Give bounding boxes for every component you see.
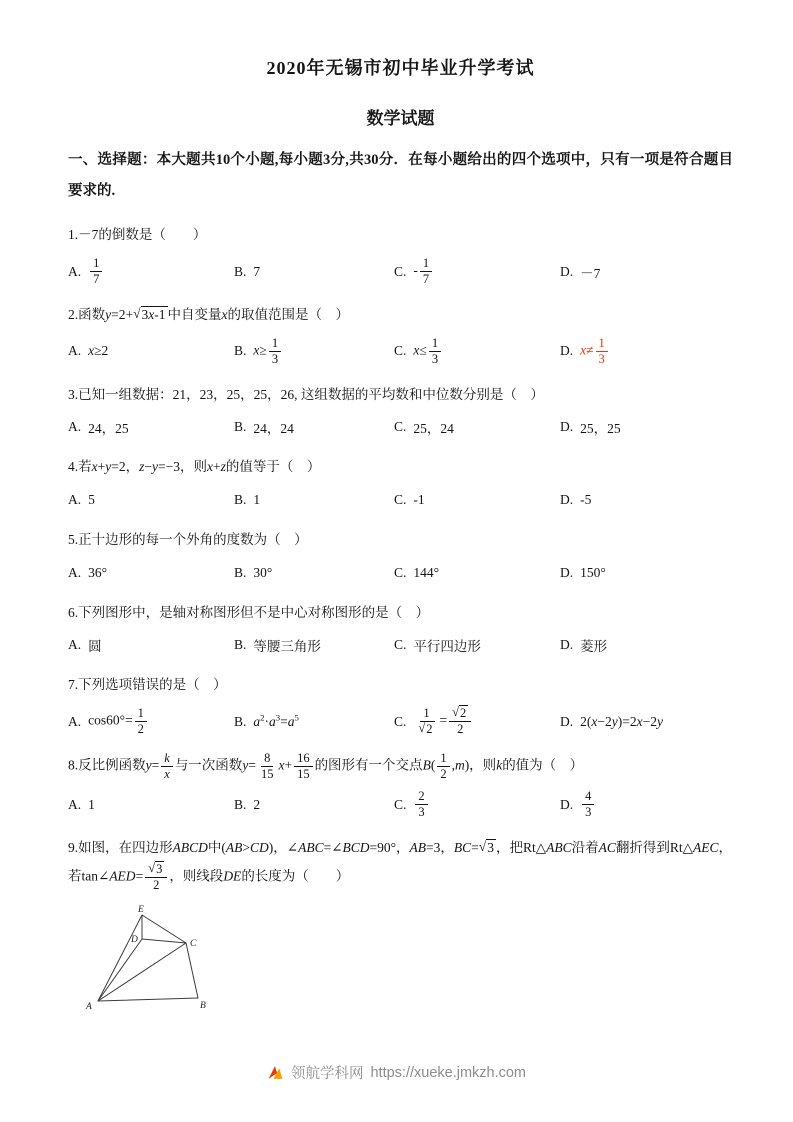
option-label: A. (68, 713, 82, 729)
option-label: D. (560, 564, 574, 580)
option-value: 25，25 (580, 421, 621, 437)
option-label: D. (560, 492, 574, 508)
option-value: $\frac{2}{3}$ (413, 789, 429, 820)
footer-url[interactable]: https://xueke.jmkzh.com (370, 1064, 527, 1081)
option-value: -5 (580, 492, 592, 508)
question-8-stem: 8.反比例函数y= $\frac{k}{x}$ 与一次函数y= $\frac{8}{15}$ x+ $\frac{16}{15}$ 的图形有一个交点B( $\frac{1}{2}$ ,m)，则k的值为（ ） (68, 751, 584, 782)
exam-title: 2020年无锡市初中毕业升学考试 (266, 58, 535, 78)
option-value: 等腰三角形 (253, 639, 321, 655)
option-value: x≤ $\frac{1}{3}$ (413, 336, 443, 367)
segment-CD (142, 939, 186, 943)
option-value: $\frac{4}{3}$ (580, 789, 596, 820)
question-8-option-a (68, 797, 234, 813)
question-7-options (68, 706, 733, 737)
footer (0, 1062, 793, 1083)
segment-EC (142, 915, 186, 943)
geometry-diagram (82, 903, 232, 1015)
option-label: C. (394, 713, 407, 729)
option-value: 150° (580, 564, 606, 580)
question-7-stem: 7.下列选项错误的是（ ） (68, 677, 227, 693)
option-value: 1 (253, 492, 261, 508)
question-3-option-d (560, 417, 733, 437)
question-8 (68, 751, 733, 820)
option-label: C. (394, 419, 407, 435)
option-value: $a^2\cdot a^3=a^5$ (253, 712, 299, 729)
question-4-stem: 4.若x+y=2，z−y=−3，则x+z的值等于（ ） (68, 459, 321, 475)
section-heading: 一、选择题：本大题共10个小题,每小题3分,共30分．在每小题给出的四个选项中，只有一项是符合题目要求的. (68, 152, 733, 200)
option-value: 30° (253, 564, 273, 580)
option-label: C. (394, 263, 407, 279)
question-1-option-b (234, 264, 394, 280)
option-label: D. (560, 343, 574, 359)
option-value: －7 (580, 265, 601, 281)
question-1-option-a (68, 256, 234, 287)
question-5-stem: 5.正十边形的每一个外角的度数为（ ） (68, 532, 308, 548)
question-9 (68, 834, 733, 1020)
option-label: B. (234, 263, 247, 279)
option-value: 25，24 (413, 421, 454, 437)
option-label: C. (394, 637, 407, 653)
figure-label-B: B (200, 1000, 206, 1011)
question-6-option-d (560, 635, 733, 655)
question-6-option-c (394, 635, 560, 655)
question-2 (68, 301, 733, 367)
question-5 (68, 526, 733, 585)
question-3-option-a (68, 417, 234, 437)
figure-label-A: A (86, 1001, 92, 1012)
option-value: cos60°= $\frac{1}{2}$ (88, 706, 149, 737)
question-4-options (68, 488, 733, 512)
option-label: D. (560, 637, 574, 653)
question-1-option-d (560, 262, 733, 282)
option-value-highlighted: x≠ $\frac{1}{3}$ (580, 336, 610, 367)
option-value: 36° (88, 564, 108, 580)
figure-label-C: C (190, 938, 197, 949)
question-8-option-b (234, 797, 394, 813)
option-value: 7 (253, 263, 261, 279)
option-label: A. (68, 343, 82, 359)
question-7 (68, 671, 733, 737)
option-label: A. (68, 796, 82, 812)
question-6-stem: 6.下列图形中，是轴对称图形但不是中心对称图形的是（ ） (68, 604, 430, 620)
question-2-stem: 2.函数y=2+√3x-1 中自变量x的取值范围是（ ） (68, 306, 350, 323)
question-2-options (68, 336, 733, 367)
option-value: 平行四边形 (413, 639, 481, 655)
option-label: B. (234, 637, 247, 653)
option-label: A. (68, 492, 82, 508)
figure-label-D: D (131, 934, 138, 945)
question-3-option-b (234, 417, 394, 437)
question-4-option-d (560, 492, 733, 508)
option-label: C. (394, 564, 407, 580)
question-4 (68, 453, 733, 512)
option-value: 2(x−2y)=2x−2y (580, 713, 663, 729)
question-1 (68, 221, 733, 287)
question-2-option-a (68, 343, 234, 359)
segment-AE (98, 915, 142, 1001)
option-label: C. (394, 492, 407, 508)
site-logo-icon (267, 1064, 284, 1081)
question-2-option-d (560, 336, 733, 367)
question-7-option-c (394, 706, 560, 737)
option-label: D. (560, 713, 574, 729)
option-value: 5 (88, 492, 95, 508)
question-5-option-b (234, 565, 394, 581)
option-label: B. (234, 492, 247, 508)
question-6-option-b (234, 635, 394, 655)
option-label: B. (234, 564, 247, 580)
question-1-options (68, 256, 733, 287)
question-1-option-c (394, 256, 560, 287)
question-5-option-a (68, 565, 234, 581)
question-8-option-d (560, 789, 733, 820)
option-label: A. (68, 419, 82, 435)
figure-label-E: E (138, 904, 144, 915)
question-2-option-c (394, 336, 560, 367)
segment-DA (98, 939, 142, 1001)
segment-AC (98, 943, 186, 1001)
option-label: A. (68, 263, 82, 279)
option-value: 圆 (88, 639, 102, 655)
question-4-option-b (234, 492, 394, 508)
option-value: $\frac{1}{7}$ (88, 256, 104, 287)
option-value: 24，24 (253, 421, 294, 437)
option-value: $\frac{1}{√2}$ = $\frac{√2}{2}$ (413, 706, 473, 737)
question-7-option-d (560, 714, 733, 730)
question-7-option-b (234, 714, 394, 730)
question-6 (68, 599, 733, 658)
question-9-stem: 9.如图，在四边形ABCD中(AB>CD)，∠ABC=∠BCD=90°，AB=3，BC=√3 ，把Rt△ABC沿着AC翻折得到Rt△AEC，若tan∠AED= $\frac{√3}{2}$ ，则线段DE的长度为（ ） (68, 839, 733, 892)
option-label: C. (394, 343, 407, 359)
exam-subtitle: 数学试题 (366, 109, 435, 128)
option-value: 24，25 (88, 421, 129, 437)
question-5-option-d (560, 565, 733, 581)
question-1-stem: 1.－7的倒数是（ ） (68, 227, 207, 243)
question-5-options (68, 561, 733, 585)
question-6-options (68, 633, 733, 657)
option-label: A. (68, 637, 82, 653)
question-8-options (68, 789, 733, 820)
option-label: B. (234, 796, 247, 812)
question-3-option-c (394, 417, 560, 437)
option-value: - $\frac{1}{7}$ (413, 256, 434, 287)
segment-AB (98, 998, 198, 1001)
option-value: -1 (413, 492, 425, 508)
option-label: D. (560, 419, 574, 435)
question-5-option-c (394, 565, 560, 581)
option-label: D. (560, 796, 574, 812)
question-7-option-a (68, 706, 234, 737)
option-label: D. (560, 263, 574, 279)
option-value: x≥ $\frac{1}{3}$ (253, 336, 283, 367)
question-3-stem: 3.已知一组数据：21，23，25，25，26, 这组数据的平均数和中位数分别是（ ） (68, 386, 544, 402)
option-value: 菱形 (580, 639, 608, 655)
option-value: 2 (253, 796, 261, 812)
option-value: 1 (88, 796, 95, 812)
option-label: A. (68, 564, 82, 580)
question-3 (68, 381, 733, 440)
question-9-figure (82, 903, 232, 1020)
question-3-options (68, 415, 733, 439)
question-2-option-b (234, 336, 394, 367)
question-4-option-a (68, 492, 234, 508)
question-8-option-c (394, 789, 560, 820)
option-value: x≥2 (88, 343, 109, 359)
option-value: 144° (413, 564, 440, 580)
option-label: B. (234, 419, 247, 435)
option-label: B. (234, 713, 247, 729)
option-label: B. (234, 343, 247, 359)
question-6-option-a (68, 635, 234, 655)
question-4-option-c (394, 492, 560, 508)
footer-site-name: 领航学科网 (290, 1066, 364, 1082)
segment-BC (186, 943, 198, 998)
option-label: C. (394, 796, 407, 812)
